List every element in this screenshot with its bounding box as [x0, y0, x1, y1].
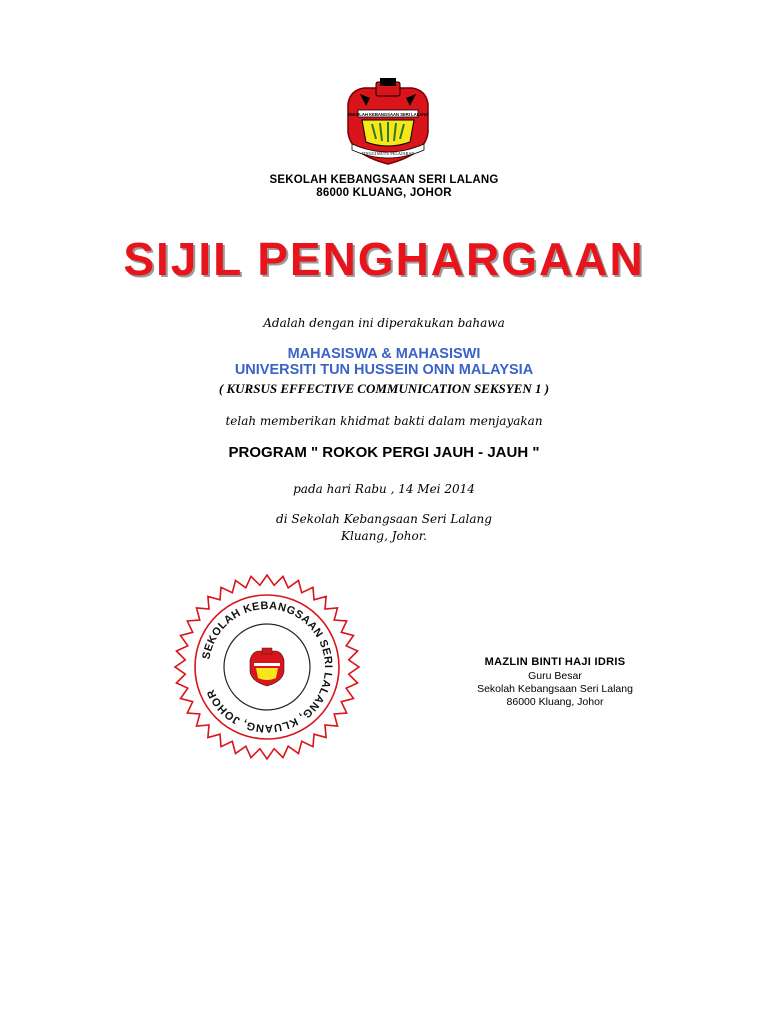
signatory-school: Sekolah Kebangsaan Seri Lalang — [477, 683, 633, 695]
service-text: telah memberikan khidmat bakti dalam menjayakan — [225, 414, 543, 428]
recipient-line-2: UNIVERSITI TUN HUSSEIN ONN MALAYSIA — [234, 362, 534, 378]
signatory-name: MAZLIN BINTI HAJI IDRIS — [484, 656, 626, 668]
school-crest-logo — [340, 76, 436, 166]
school-header — [0, 174, 768, 200]
seal-crest-icon — [250, 648, 284, 686]
intro-text: Adalah dengan ini diperakukan bahawa — [263, 316, 505, 330]
school-name: SEKOLAH KEBANGSAAN SERI LALANG — [269, 174, 499, 186]
recipient-course: ( KURSUS EFFECTIVE COMMUNICATION SEKSYEN 1 ) — [218, 381, 550, 396]
program-name: PROGRAM " ROKOK PERGI JAUH - JAUH " — [228, 444, 540, 461]
recipient-line-1: MAHASISWA & MAHASISWI — [287, 346, 481, 362]
crest-motto-text: TINGGI MUTU PELAJARAN — [361, 151, 415, 156]
event-date: pada hari Rabu , 14 Mei 2014 — [293, 482, 475, 496]
official-seal-stamp — [172, 572, 362, 762]
signatory-address: 86000 Kluang, Johor — [506, 696, 604, 708]
school-address: 86000 KLUANG, JOHOR — [316, 187, 452, 199]
seal-ring-text: SEKOLAH KEBANGSAAN SERI LALANG, KLUANG, JOHOR — [200, 599, 335, 735]
venue-line-1: di Sekolah Kebangsaan Seri Lalang — [276, 512, 492, 526]
signatory-position: Guru Besar — [528, 670, 582, 682]
certificate-title: SIJIL PENGHARGAAN — [123, 233, 645, 285]
venue-line-2: Kluang, Johor. — [341, 529, 427, 543]
crest-banner-text: SEKOLAH KEBANGSAAN SERI LALANG — [347, 112, 429, 117]
